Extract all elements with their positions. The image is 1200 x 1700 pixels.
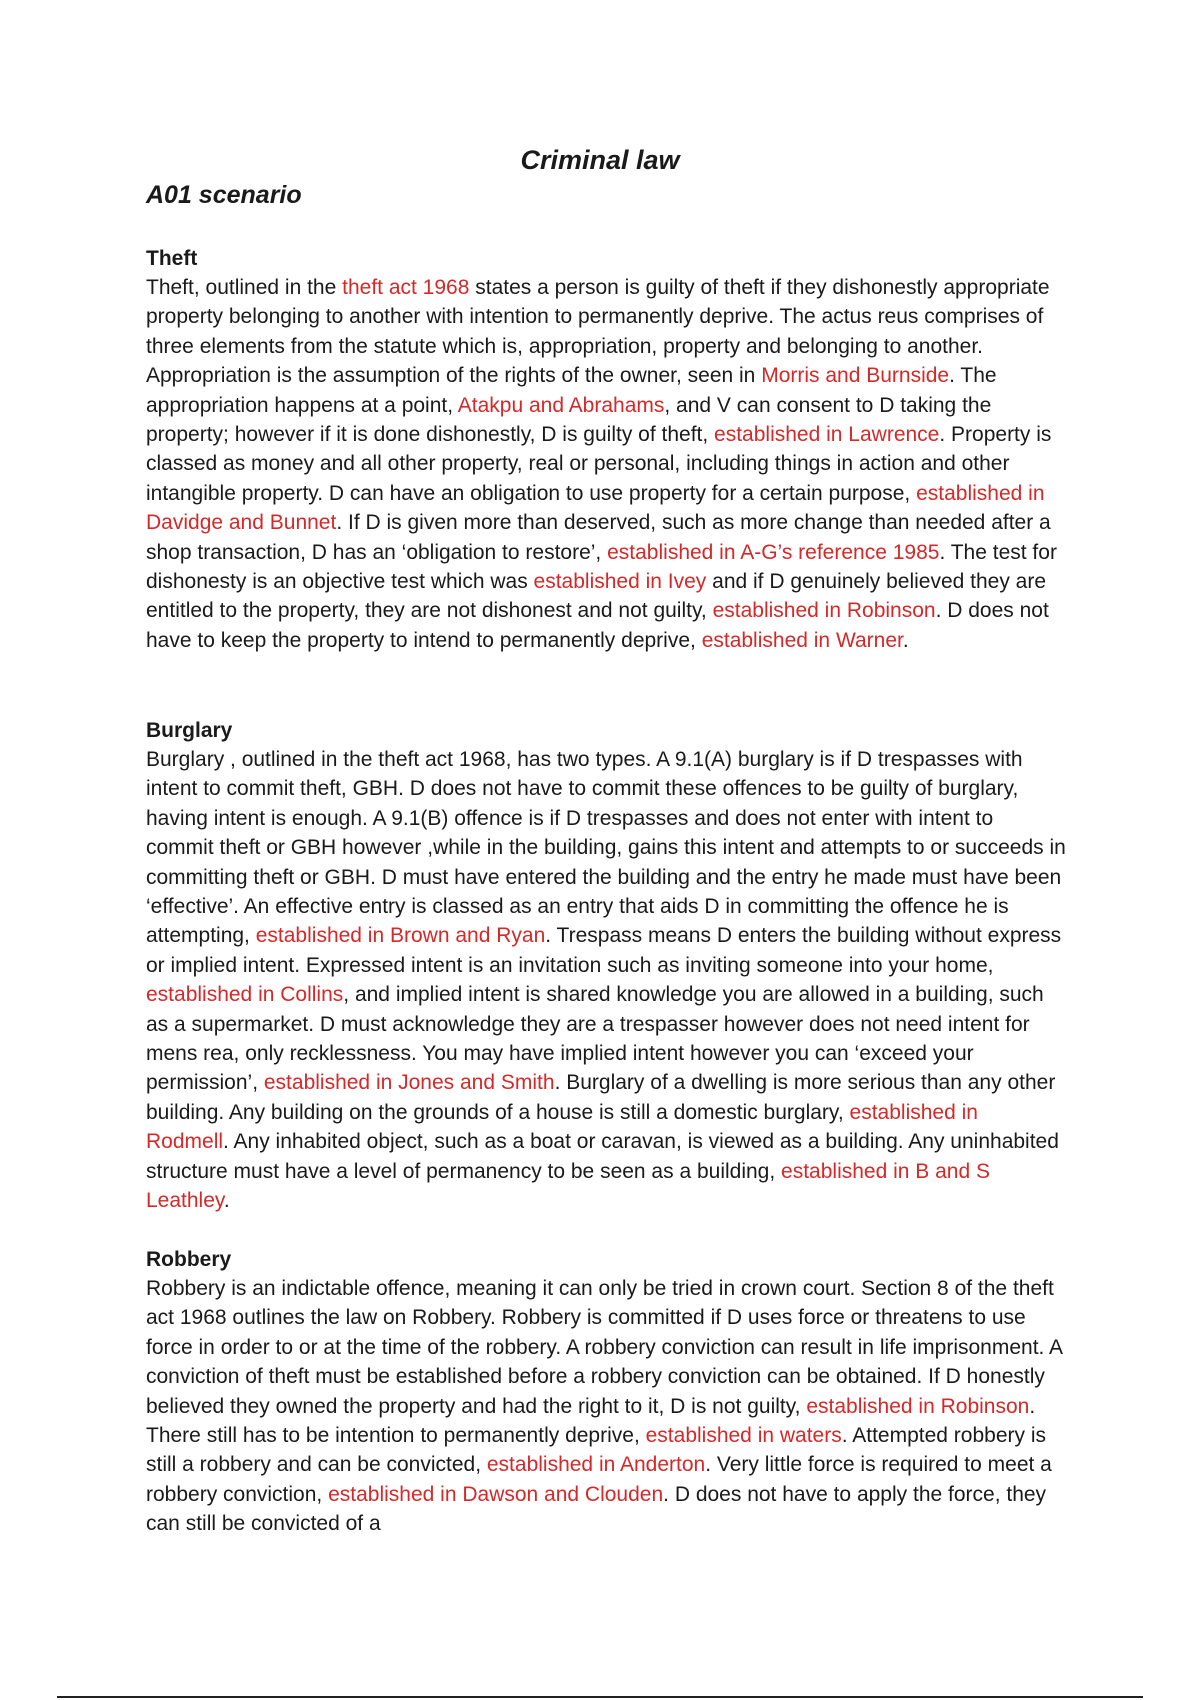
case-citation: established in Collins <box>146 983 344 1007</box>
document-subtitle: A01 scenario <box>146 181 302 209</box>
case-citation: established in Rodmell <box>146 1100 978 1154</box>
body-text: . Trespass means D enters the building without express or implied intent. Expressed intent is an invitation such as inviting someone into your home, <box>146 924 1062 977</box>
case-citation: Atakpu and Abrahams <box>457 393 665 417</box>
case-citation: established in B and S Leathley <box>146 1159 991 1213</box>
section-heading: Theft <box>146 247 198 270</box>
footer-divider <box>57 1696 1143 1698</box>
case-citation: established in Brown and Ryan <box>255 924 546 948</box>
case-citation: established in Robinson <box>806 1394 1030 1418</box>
body-text: . <box>902 628 909 652</box>
case-citation: established in waters <box>645 1424 842 1448</box>
body-text: . The test for dishonesty is an objective test which was <box>146 540 1057 594</box>
body-text: . The appropriation happens at a point, <box>146 364 997 417</box>
case-citation: established in Dawson and Clouden <box>328 1482 664 1506</box>
case-citation: established in Anderton <box>486 1453 706 1477</box>
case-citation: established in Davidge and Bunnet <box>146 481 1045 535</box>
case-citation: established in Jones and Smith <box>263 1071 555 1095</box>
case-citation: theft act 1968 <box>342 276 470 299</box>
body-text: . D does not have to keep the property to intend to permanently deprive, <box>146 599 1049 652</box>
case-citation: established in A-G’s reference 1985 <box>607 540 940 564</box>
section-theft <box>146 244 1066 655</box>
body-text: Robbery is an indictable offence, meaning it can only be tried in crown court. Section 8 of the theft act 1968 outlines the law on Robbery. Robbery is committed if D uses force or threatens to use force in order to or at the time of the robbery. A robbery conviction can result in life imprisonment. A conviction of theft must be established before a robbery conviction can be obtained. If D honestly believed they owned the property and had the right to it, D is not guilty, <box>146 1277 1062 1418</box>
body-text: , and implied intent is shared knowledge you are allowed in a building, such as a supermarket. D must acknowledge they are a trespasser however does not need intent for mens rea, only recklessness. You may have implied intent however you can ‘exceed your permission’, <box>146 983 1044 1095</box>
body-text: . Property is classed as money and all other property, real or personal, including things in action and other intangible property. D can have an obligation to use property for a certain purpose, <box>146 423 1052 505</box>
body-text: . If D is given more than deserved, such as more change than needed after a shop transaction, D has an ‘obligation to restore’, <box>146 511 1051 564</box>
section-body <box>146 273 1066 655</box>
section-heading: Robbery <box>146 1248 232 1271</box>
body-text: . Any inhabited object, such as a boat or caravan, is viewed as a building. Any uninhabited structure must have a level of permanency to be seen as a building, <box>146 1130 1059 1183</box>
section-body <box>146 745 1066 1216</box>
case-citation: established in Ivey <box>533 570 707 594</box>
section-robbery <box>146 1245 1066 1539</box>
body-text: Theft, outlined in the <box>146 276 343 299</box>
case-citation: established in Robinson <box>712 599 936 623</box>
body-text: . There still has to be intention to permanently deprive, <box>146 1394 1036 1448</box>
body-text: Burglary , outlined in the theft act 1968, has two types. A 9.1(A) burglary is if D trespasses with intent to commit theft, GBH. D does not have to commit these offences to be guilty of burglary, having intent is enough. A 9.1(B) offence is if D trespasses and does not enter with intent to commit theft or GBH however ,while in the building, gains this intent and attempts to or succeeds in committing theft or GBH. D must have entered the building and the entry he made must have been ‘effective’. An effective entry is classed as an entry that aids D in committing the offence he is attempting, <box>146 748 1066 948</box>
case-citation: established in Lawrence <box>714 423 940 447</box>
body-text: states a person is guilty of theft if they dishonestly appropriate property belonging to another with intention to permanently deprive. The actus reus comprises of three elements from the statute which is, appropriation, property and belonging to another. Appropriation is the assumption of the rights of the owner, seen in <box>146 276 1050 388</box>
body-text: . D does not have to apply the force, they can still be convicted of a <box>146 1482 1047 1536</box>
section-burglary <box>146 716 1066 1216</box>
section-body <box>146 1274 1066 1539</box>
case-citation: established in Warner <box>701 628 903 652</box>
case-citation: Morris and Burnside <box>761 364 950 388</box>
section-heading: Burglary <box>146 719 233 742</box>
body-text: . Attempted robbery is still a robbery and can be convicted, <box>146 1424 1047 1477</box>
body-text: . <box>223 1189 230 1213</box>
body-text: , and V can consent to D taking the property; however if it is done dishonestly, D is guilty of theft, <box>146 393 992 447</box>
body-text: and if D genuinely believed they are entitled to the property, they are not dishonest and not guilty, <box>146 570 1047 623</box>
body-text: . Very little force is required to meet a robbery conviction, <box>146 1453 1052 1506</box>
body-text: . Burglary of a dwelling is more serious than any other building. Any building on the grounds of a house is still a domestic burglary, <box>146 1071 1056 1124</box>
document-title: Criminal law <box>520 145 680 175</box>
